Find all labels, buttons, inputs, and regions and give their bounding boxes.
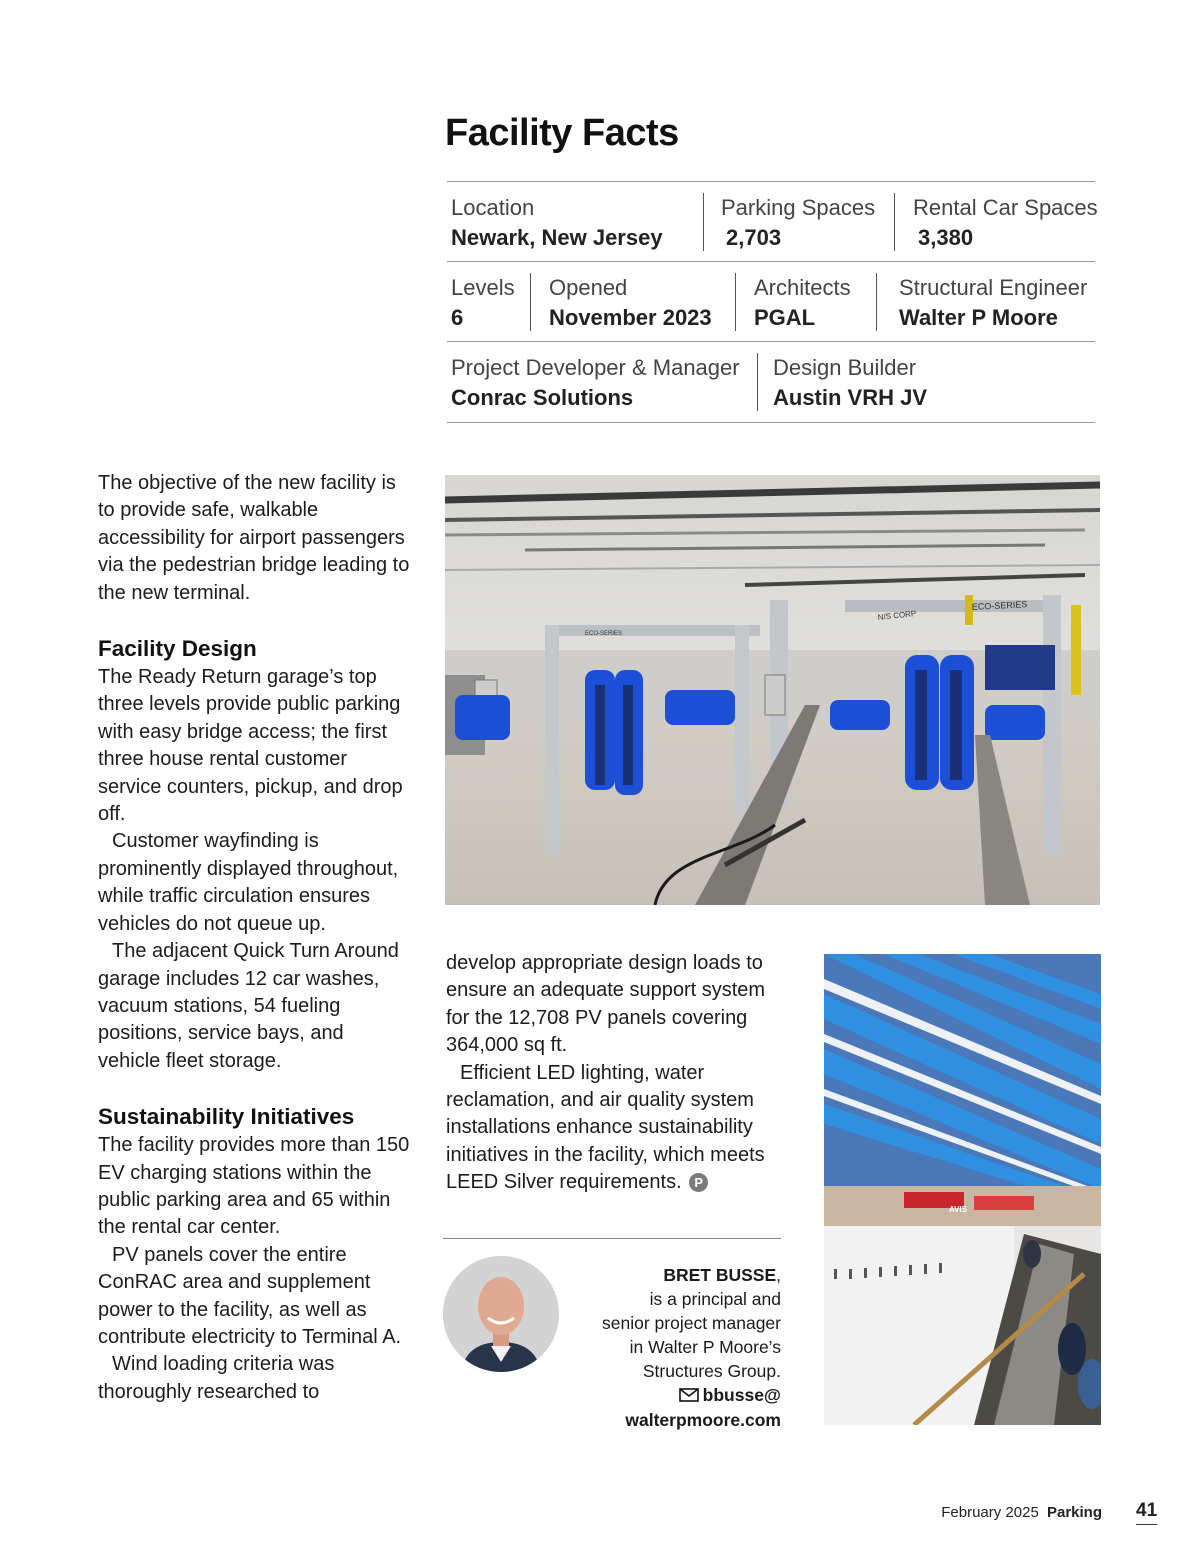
- facts-row-2: [447, 261, 1095, 342]
- design-paragraph: The adjacent Quick Turn Around garage includes 12 car washes, vacuum stations, 54 fueling positions, service bays, and vehicle fleet storage.: [98, 940, 399, 1072]
- middle-article-column: [446, 950, 791, 1197]
- fact-value: 6: [451, 305, 464, 330]
- fact-rental-spaces: [894, 193, 1098, 251]
- fact-value: November 2023: [549, 305, 712, 330]
- design-paragraph: Customer wayfinding is prominently displayed throughout, while traffic circulation ensures vehicles do not queue up.: [98, 830, 399, 935]
- fact-value: Newark, New Jersey: [451, 225, 663, 250]
- fact-label: Opened: [549, 275, 628, 300]
- sustain-paragraph: PV panels cover the entire ConRAC area and supplement power to the facility, as well as contribute electricity to Terminal A.: [98, 1243, 402, 1348]
- author-email[interactable]: bbusse@: [702, 1385, 781, 1405]
- sign-eco-series: ECO-SERIES: [971, 599, 1028, 612]
- fact-label: Rental Car Spaces: [913, 195, 1098, 220]
- fact-project-developer: [451, 353, 740, 411]
- author-bio-line: senior project manager: [602, 1313, 781, 1333]
- envelope-icon: [679, 1384, 699, 1408]
- author-email-domain[interactable]: walterpmoore.com: [625, 1410, 781, 1430]
- facility-facts-title: Facility Facts: [445, 112, 679, 154]
- author-name-line: BRET BUSSE,: [663, 1265, 781, 1285]
- author-bio-line: Structures Group.: [642, 1361, 781, 1381]
- fact-architects: [735, 273, 851, 331]
- sustain-paragraph: The facility provides more than 150 EV charging stations within the public parking area and 65 within the rental car center.: [98, 1134, 410, 1239]
- middle-paragraph-text: Efficient LED lighting, water reclamation, and air quality system installations enhance sustainability initiatives in the facility, which meets LEED Silver requirements.: [446, 1061, 765, 1194]
- author-divider: [443, 1238, 781, 1239]
- fact-label: Design Builder: [773, 355, 917, 380]
- sign-eco-series-small: ECO-SERIES: [585, 631, 623, 637]
- fact-levels: [451, 273, 515, 331]
- publication-name: Parking: [1046, 1504, 1102, 1521]
- issue-date: February 2025: [941, 1504, 1039, 1521]
- sign-avis: AVIS: [949, 1205, 968, 1214]
- fact-value: 3,380: [918, 225, 974, 250]
- fact-value: Austin VRH JV: [773, 385, 928, 410]
- left-article-column: [98, 470, 410, 1406]
- sustain-paragraph: Wind loading criteria was thoroughly researched to: [98, 1353, 335, 1403]
- author-bio-line: is a principal and: [649, 1289, 781, 1309]
- fact-label: Architects: [754, 275, 851, 300]
- fact-location: [451, 193, 663, 251]
- author-bio: [560, 1263, 781, 1432]
- fact-opened: [530, 273, 712, 331]
- design-paragraph: The Ready Return garage’s top three levels provide public parking with easy bridge access; the first three house rental customer service counters, pickup, and drop off.: [98, 666, 403, 826]
- fact-value: Walter P Moore: [899, 305, 1058, 330]
- fact-label: Levels: [451, 275, 515, 300]
- fact-label: Structural Engineer: [899, 275, 1088, 300]
- author-email-line: [560, 1408, 781, 1432]
- middle-paragraph: develop appropriate design loads to ensure an adequate support system for the 12,708 PV panels covering 364,000 sq ft.: [446, 952, 766, 1057]
- fact-structural-engineer: [876, 273, 1087, 331]
- facility-design-heading: Facility Design: [98, 636, 257, 662]
- fact-value: PGAL: [754, 305, 816, 330]
- fact-value: 2,703: [726, 225, 782, 250]
- intro-paragraph: The objective of the new facility is to provide safe, walkable accessibility for airport passengers via the pedestrian bridge leading to the new terminal.: [98, 472, 410, 604]
- author-name: BRET BUSSE: [663, 1265, 777, 1285]
- fact-value: Conrac Solutions: [451, 385, 634, 410]
- sign-ns-corp: N/S CORP: [877, 608, 917, 622]
- sustainability-heading: Sustainability Initiatives: [98, 1104, 355, 1130]
- author-bio-line: in Walter P Moore’s: [629, 1337, 781, 1357]
- car-wash-photo: [445, 475, 1100, 905]
- end-mark-letter: P: [694, 1175, 704, 1191]
- author-portrait: [443, 1256, 559, 1372]
- author-email-line: [560, 1383, 781, 1408]
- facts-row-3: [447, 341, 1095, 423]
- parking-end-mark-icon: [689, 1173, 708, 1192]
- page-number: 41: [1136, 1500, 1157, 1525]
- page-footer: [941, 1504, 1102, 1521]
- fact-design-builder: [757, 353, 927, 411]
- fact-label: Project Developer & Manager: [451, 355, 740, 380]
- fact-parking-spaces: [703, 193, 875, 251]
- middle-paragraph: [446, 1060, 791, 1197]
- fact-label: Parking Spaces: [721, 195, 876, 220]
- facts-row-1: [447, 181, 1098, 262]
- terminal-photo: [824, 954, 1101, 1425]
- fact-label: Location: [451, 195, 535, 220]
